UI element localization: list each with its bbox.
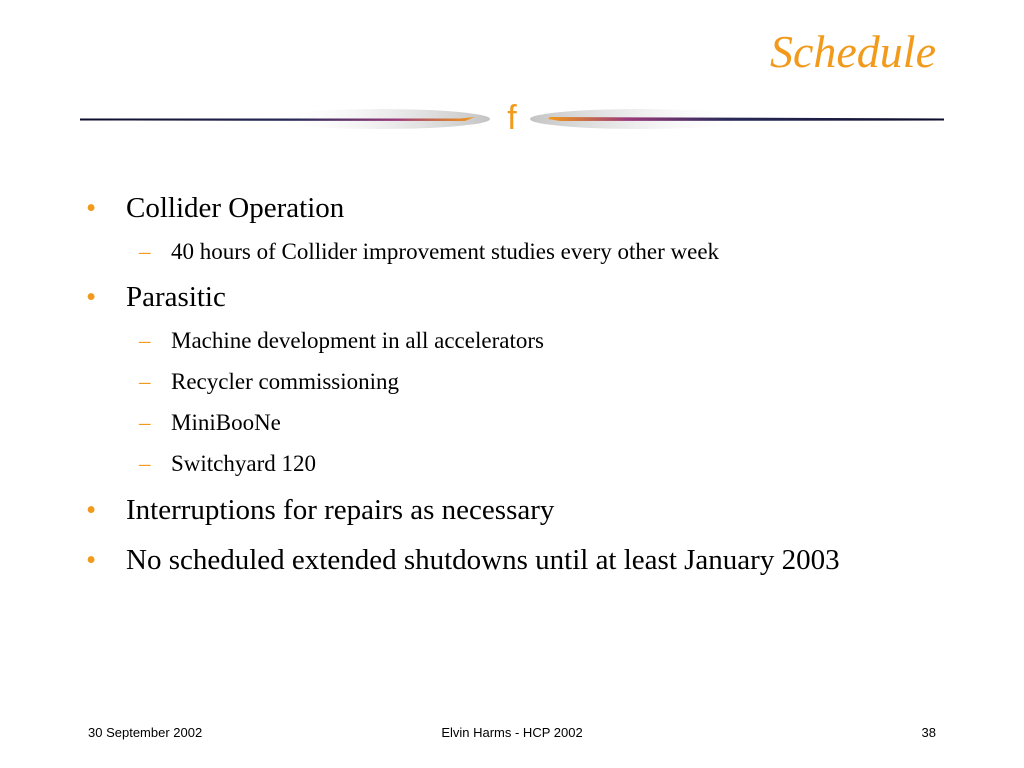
footer-page-number: 38 <box>921 725 936 740</box>
slide-title: Schedule <box>769 26 936 77</box>
bullet-icon: • <box>86 494 97 526</box>
sub-item-text: Machine development in all accelerators <box>171 328 544 353</box>
sub-item-text: Recycler commissioning <box>171 369 400 394</box>
sub-item <box>139 449 931 479</box>
bullet-text: Parasitic <box>126 281 226 313</box>
dash-icon: – <box>139 328 151 353</box>
dash-icon: – <box>139 369 151 394</box>
bullet-text: Collider Operation <box>126 192 345 224</box>
sub-item <box>139 408 931 438</box>
sub-item <box>139 326 931 356</box>
bullet-item <box>86 190 916 227</box>
footer-author: Elvin Harms - HCP 2002 <box>441 725 583 740</box>
divider-glyph: f <box>507 99 517 137</box>
sub-item-text: 40 hours of Collider improvement studies every other week <box>171 239 720 264</box>
bullet-text: Interruptions for repairs as necessary <box>126 494 555 526</box>
bullet-icon: • <box>86 192 97 224</box>
footer-date: 30 September 2002 <box>88 725 203 740</box>
bullet-icon: • <box>86 281 97 313</box>
dash-icon: – <box>139 451 151 476</box>
bullet-item <box>86 542 916 579</box>
bullet-item <box>86 492 916 529</box>
bullet-icon: • <box>86 544 97 576</box>
sub-item <box>139 237 931 267</box>
sub-item <box>139 367 931 397</box>
sub-item-text: MiniBooNe <box>171 410 281 435</box>
sub-item-text: Switchyard 120 <box>171 451 317 476</box>
dash-icon: – <box>139 410 151 435</box>
dash-icon: – <box>139 239 151 264</box>
bullet-item <box>86 279 916 316</box>
bullet-text: No scheduled extended shutdowns until at least January 2003 <box>126 544 840 576</box>
